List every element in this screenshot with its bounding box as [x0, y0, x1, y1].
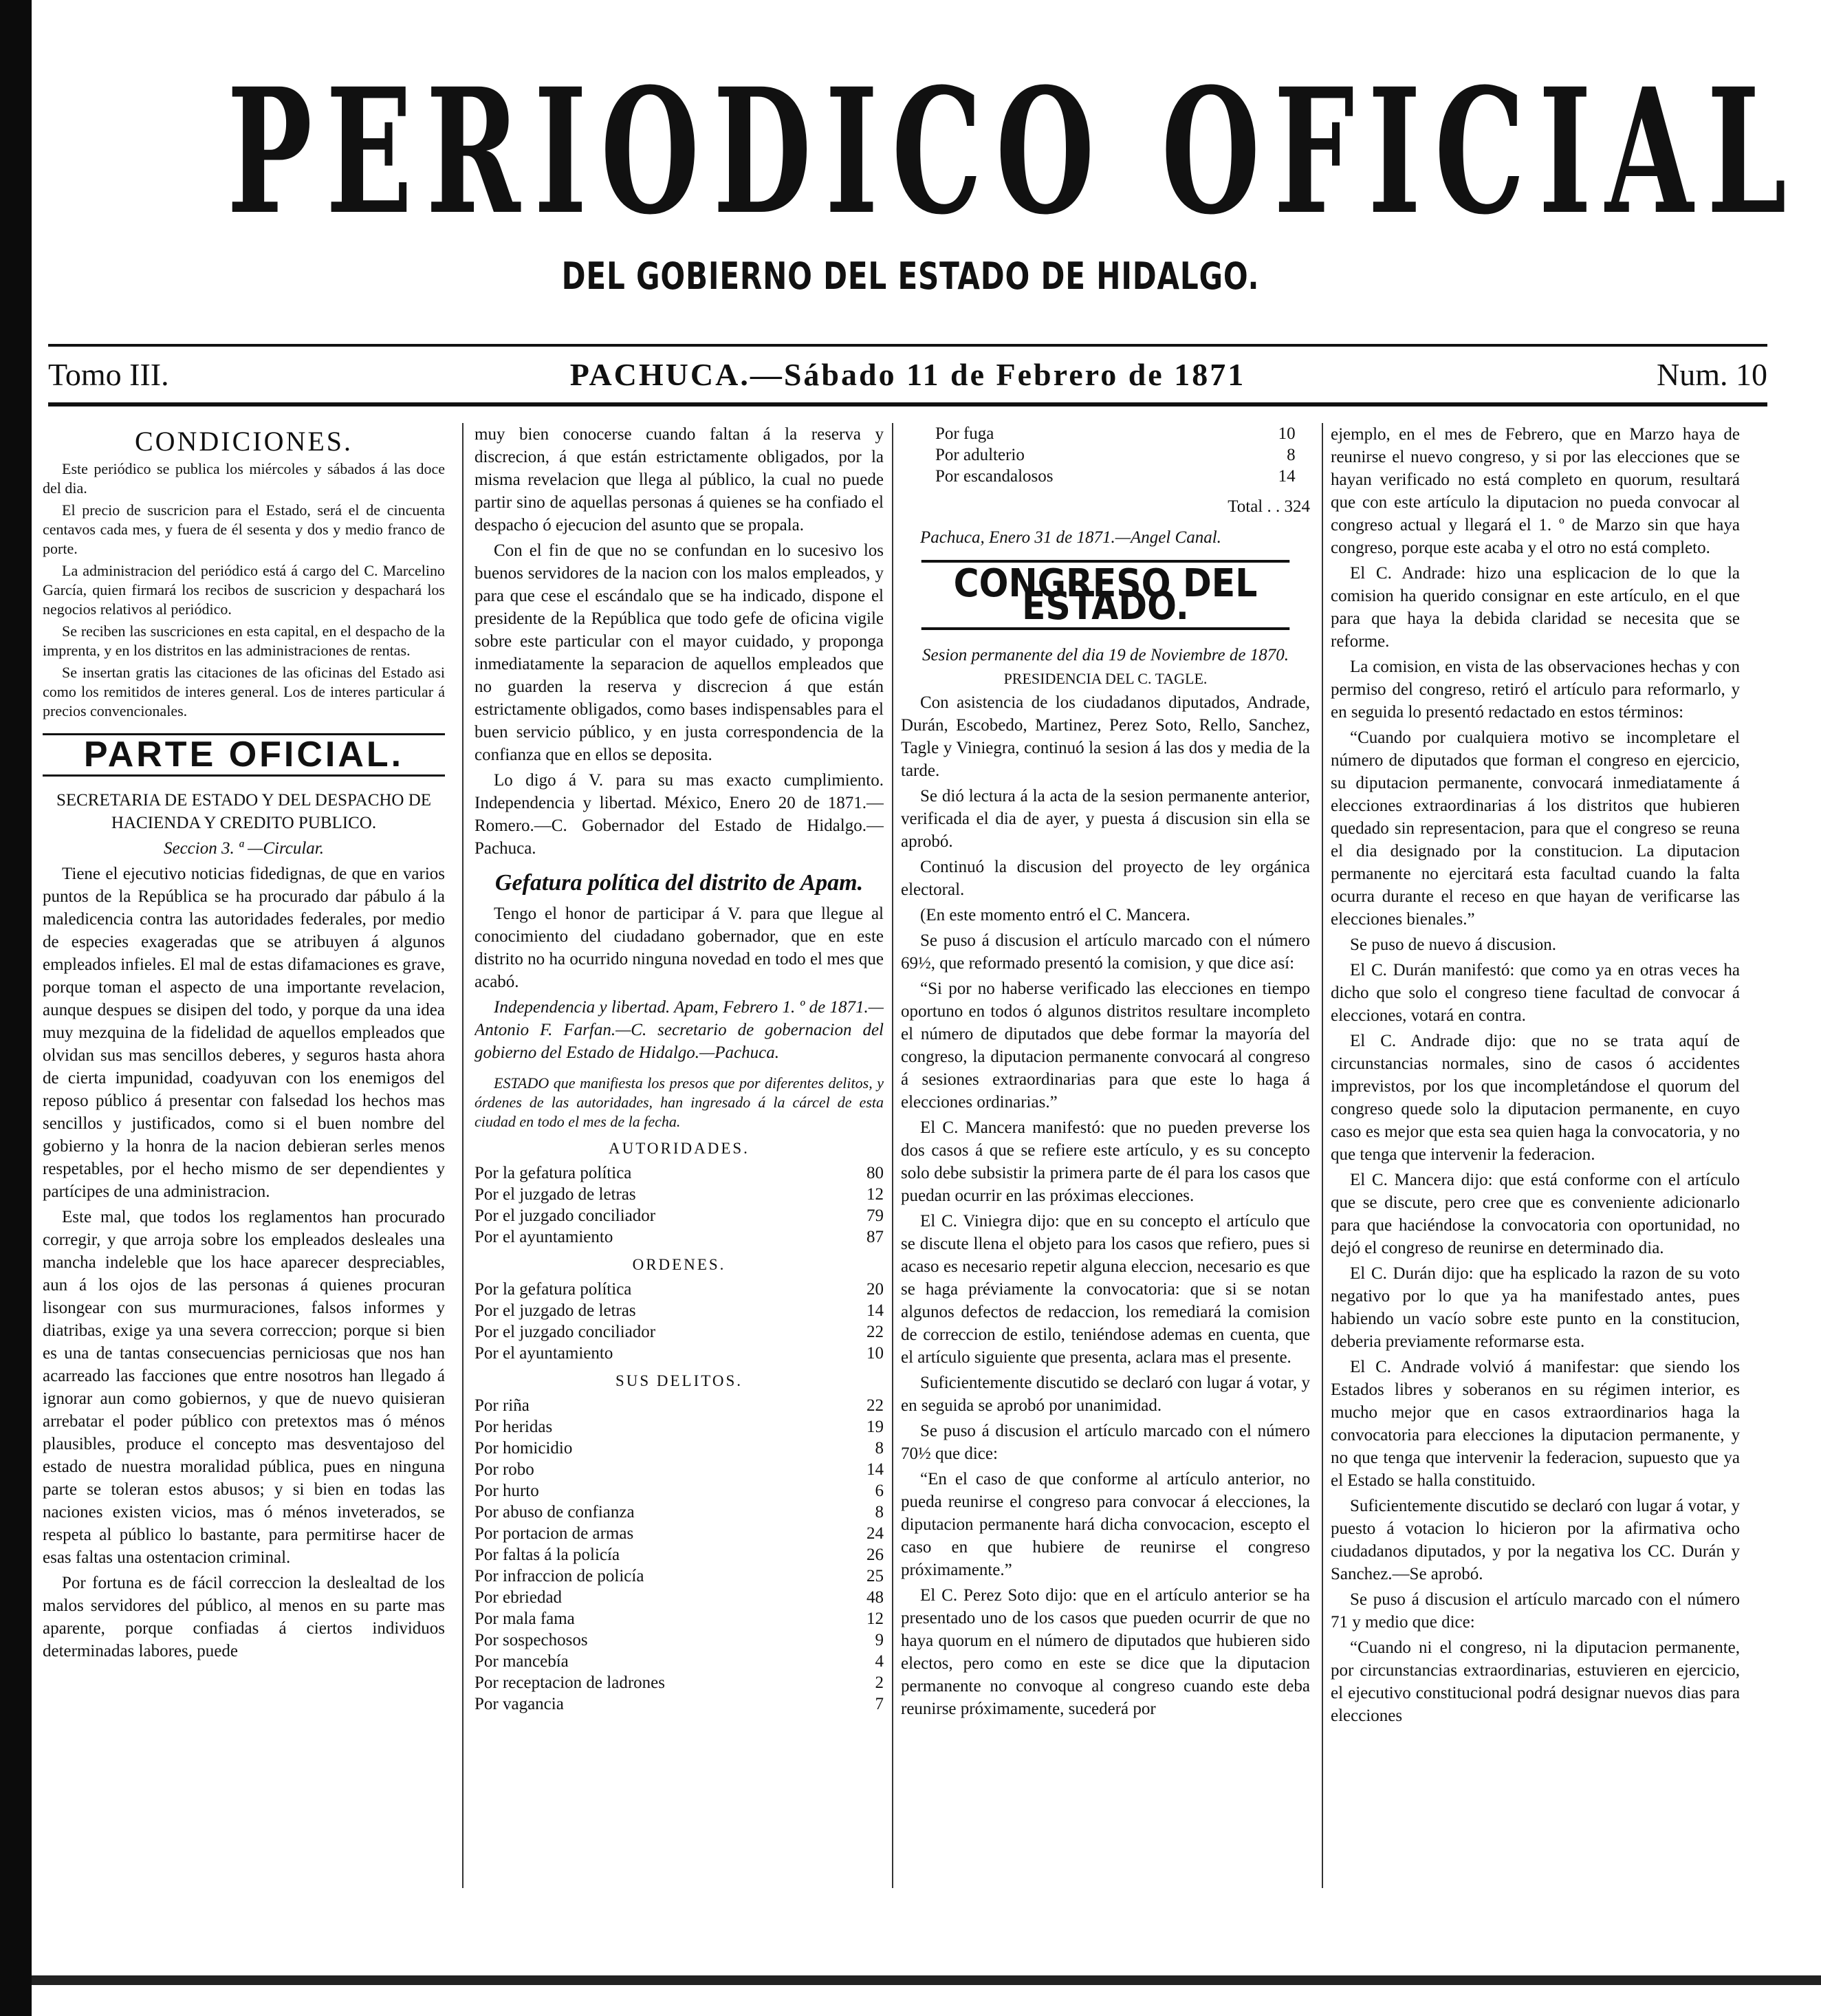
- secretaria-heading: SECRETARIA DE ESTADO Y DEL DESPACHO DE HACIENDA Y CREDITO PUBLICO.: [56, 791, 432, 832]
- autoridades-heading: AUTORIDADES.: [609, 1140, 750, 1157]
- row-label: Por el juzgado de letras: [475, 1301, 636, 1320]
- article-paragraph: Se puso de nuevo á discusion.: [1350, 935, 1556, 954]
- table-row: [475, 1608, 884, 1629]
- row-label: Por el ayuntamiento: [475, 1228, 613, 1246]
- condicion-item: Se insertan gratis las citaciones de las oficinas del Estado asi como los remitidos de interes general. Los de interes particular á precios convencionales.: [43, 664, 445, 719]
- row-label: Por la gefatura política: [475, 1280, 632, 1299]
- row-value: 14: [866, 1460, 884, 1479]
- row-label: Por hurto: [475, 1482, 539, 1500]
- article-paragraph: El C. Andrade volvió á manifestar: que siendo los Estados libres y soberanos en su régimen interior, es mucho mejor que en casos extraordinarios haga la convocatoria para elecciones la diputacion permanente, y no que tenga que intervenir la federacion, supuesto que ya el Estado se halla constituido.: [1331, 1358, 1740, 1490]
- article-paragraph: Este mal, que todos los reglamentos han procurado corregir, y que arroja sobre los empleados desleales una mancha indeleble que los hace aparecer despreciables, aun á los ojos de las personas á quienes procuran lisongear con sus murmuraciones, falsos informes y diatribas, exige ya una severa correccion; porque si bien es una de tantas consecuencias perniciosas que nos han acarreado las facciones que entre nosotros han llegado á ignorar aun como gobiernos, y que de nuevo quisieran arrebatar el poder público con pretextos mas ó ménos plausibles, produce el concepto mas desventajoso del estado de nuestra moralidad pública, pues en ninguna parte se toleran estos abusos; y si bien en todas las naciones existen vicios, mas ó ménos inveterados, se respeta al público lo bastante, para permitirse hacer de esas faltas una ostentacion criminal.: [43, 1208, 445, 1567]
- row-label: Por receptacion de ladrones: [475, 1673, 665, 1692]
- article-paragraph: Con asistencia de los ciudadanos diputados, Andrade, Durán, Escobedo, Martinez, Perez Soto, Rello, Sanchez, Tagle y Viniegra, continuó la sesion á las dos y media de la tarde.: [901, 693, 1310, 780]
- article-paragraph: Se puso á discusion el artículo marcado con el número 69½, que reformado presentó la comision, y que dice así:: [901, 931, 1310, 973]
- article-paragraph: Se puso á discusion el artículo marcado con el número 70½ que dice:: [901, 1422, 1310, 1463]
- article-paragraph: Suficientemente discutido se declaró con lugar á votar, y en seguida se aprobó por unanimidad.: [901, 1374, 1310, 1415]
- dateline: [48, 354, 1767, 395]
- row-label: Por escandalosos: [935, 467, 1054, 486]
- row-value: 22: [866, 1323, 884, 1341]
- bottom-border: [32, 1975, 1821, 1985]
- row-label: Por homicidio: [475, 1439, 573, 1457]
- row-label: Por mala fama: [475, 1609, 575, 1628]
- row-label: Por vagancia: [475, 1695, 564, 1713]
- row-label: Por portacion de armas: [475, 1524, 634, 1543]
- article-paragraph: El C. Durán dijo: que ha esplicado la razon de su voto negativo por lo que ya ha manifestado antes, pues habiendo un vacío sobre este punto en la constitucion, deberia previamente reformarse esta.: [1331, 1264, 1740, 1351]
- article-paragraph: Se dió lectura á la acta de la sesion permanente anterior, verificada el dia de ayer, y puesta á discusion sin ella se aprobó.: [901, 787, 1310, 851]
- row-value: 24: [866, 1524, 884, 1543]
- masthead-subtitle: DEL GOBIERNO DEL ESTADO DE HIDALGO.: [561, 254, 1260, 298]
- article-paragraph: Tengo el honor de participar á V. para que llegue al conocimiento del ciudadano gobernador, que en este distrito no ha ocurrido ninguna novedad en todo el mes que acabó.: [475, 904, 884, 991]
- table-row: [475, 1693, 884, 1715]
- article-paragraph: El C. Andrade dijo: que no se trata aquí de circunstancias normales, sino de casos ó accidentes imprevistos, por los que incompletándose el quorum del congreso quede solo la diputacion permanente, en cuyo caso es mejor que esta sea quien haga la convocatoria, y no que tenga que intervenir la federacion.: [1331, 1032, 1740, 1164]
- table-row: [935, 444, 1296, 466]
- row-value: 8: [875, 1439, 884, 1457]
- table-row: [475, 1438, 884, 1459]
- ordenes-heading: ORDENES.: [632, 1256, 726, 1273]
- article-paragraph: Continuó la discusion del proyecto de ley orgánica electoral.: [901, 858, 1310, 899]
- table-row: [475, 1395, 884, 1416]
- article-paragraph: Lo digo á V. para su mas exacto cumplimiento. Independencia y libertad. México, Enero 20 de 1871.—Romero.—C. Gobernador del Estado de Hidalgo.—Pachuca.: [475, 771, 884, 858]
- table-row: [475, 1523, 884, 1544]
- table-row: [475, 1502, 884, 1523]
- column-4: [1331, 423, 1740, 1895]
- row-value: 22: [866, 1396, 884, 1415]
- table-row: [475, 1162, 884, 1184]
- row-value: 14: [1278, 467, 1296, 486]
- row-label: Por mancebía: [475, 1652, 569, 1671]
- row-value: 80: [866, 1164, 884, 1182]
- article-paragraph: El C. Andrade: hizo una esplicacion de lo que la comision ha querido consignar en este artículo, en el que para que haya la debida claridad se necesita que se reforme.: [1331, 564, 1740, 651]
- row-value: 12: [866, 1185, 884, 1204]
- delitos-table: [475, 1395, 884, 1715]
- column-divider: [462, 423, 464, 1888]
- table-row: [935, 466, 1296, 487]
- ordenes-table: [475, 1279, 884, 1364]
- table-row: [475, 1321, 884, 1343]
- article-paragraph: Se puso á discusion el artículo marcado con el número 71 y medio que dice:: [1331, 1590, 1740, 1632]
- table-row: [475, 1672, 884, 1693]
- table-row: [475, 1226, 884, 1248]
- row-label: Por sospechosos: [475, 1631, 588, 1649]
- row-label: Por abuso de confianza: [475, 1503, 635, 1521]
- table-row: [935, 423, 1296, 444]
- row-value: 48: [866, 1588, 884, 1607]
- parte-oficial-heading: PARTE OFICIAL.: [43, 733, 445, 777]
- table-row: [475, 1544, 884, 1565]
- row-value: 10: [866, 1344, 884, 1363]
- article-paragraph: Con el fin de que no se confundan en lo sucesivo los buenos servidores de la nacion con los malos empleados, y para que cese el escándalo que se ha indicado, dispone el presidente de la República que todo gefe de oficina vigile sobre este particular con el mayor cuidado, y proponga inmediatamente la separacion de aquellos empleados que no guarden la reserva y discrecion á que están estrictamente obligados, como bases indispensables para el buen servicio público, y en justa correspondencia de la confianza que en ellos se deposita.: [475, 541, 884, 764]
- article-paragraph: El C. Viniegra dijo: que en su concepto el artículo que se discute llena el objeto para los casos que refiero, pues si acaso es necesario repetir alguna eleccion, necesario es que se haga préviamente la convocatoria: que si se notan algunos defectos de redaccion, los remediará la comision de correccion de estilo, teniéndose ademas en cuenta, que el artículo siguiente que presenta, aclara mas el presente.: [901, 1212, 1310, 1367]
- row-value: 8: [875, 1503, 884, 1521]
- presidencia-line: PRESIDENCIA DEL C. TAGLE.: [1003, 670, 1208, 687]
- table-row: [475, 1416, 884, 1438]
- row-value: 9: [875, 1631, 884, 1649]
- article-paragraph: Por fortuna es de fácil correccion la deslealtad de los malos servidores del público, al menos en su parte mas aparente, porque confiadas á ciertos individuos determinadas labores, puede: [43, 1574, 445, 1660]
- sesion-line: Sesion permanente del dia 19 de Noviembre de 1870.: [922, 646, 1289, 664]
- row-value: 10: [1278, 424, 1296, 443]
- row-label: Por robo: [475, 1460, 534, 1479]
- column-2: [475, 423, 884, 1895]
- article-paragraph: El C. Mancera manifestó: que no pueden preverse los dos casos á que se refiere este artículo, y es su concepto solo debe subsistir la primera parte de él para los casos que puedan ocurrir en las próximas elecciones.: [901, 1118, 1310, 1205]
- row-label: Por riña: [475, 1396, 530, 1415]
- article-paragraph: “Cuando por cualquiera motivo se incompletare el número de diputados que forman el congreso en ejercicio, su diputacion permanente, convocará inmediatamente á elecciones extraordinarias á los distritos que hubieren quedado sin representacion, para que el congreso se reuna el dia designado por la constitucion. La diputacion permanente no ejercitará esta facultad cuando la falta ocurra durante el receso en que hayan de verificarse las elecciones bienales.”: [1331, 728, 1740, 929]
- column-1: [43, 423, 445, 1895]
- row-value: 87: [866, 1228, 884, 1246]
- article-paragraph: El C. Durán manifestó: que como ya en otras veces ha dicho que solo el congreso tiene facultad de convocar á elecciones, votará en contra.: [1331, 961, 1740, 1025]
- row-label: Por el ayuntamiento: [475, 1344, 613, 1363]
- table-row: [475, 1565, 884, 1587]
- condicion-item: El precio de suscricion para el Estado, será el de cincuenta centavos cada mes, y fuera de él sesenta y dos y medio franco de porte.: [43, 501, 445, 557]
- row-label: Por la gefatura política: [475, 1164, 632, 1182]
- article-paragraph: “Si por no haberse verificado las elecciones en tiempo oportuno en todos ó algunos distritos resultare incompleto el número de diputados que debe formar la mayoría del congreso, la diputacion permanente convocará al congreso á sesiones extraordinarias para que este lo haga á elecciones ordinarias.”: [901, 979, 1310, 1112]
- condicion-item: Se reciben las suscriciones en esta capital, en el despacho de la imprenta, y en los distritos en las administraciones de rentas.: [43, 622, 445, 659]
- row-label: Por adulterio: [935, 446, 1025, 464]
- table-row: [475, 1587, 884, 1608]
- row-value: 25: [866, 1567, 884, 1585]
- row-value: 12: [866, 1609, 884, 1628]
- gefatura-heading: Gefatura política del distrito de Apam.: [494, 870, 864, 896]
- table-row: [475, 1459, 884, 1480]
- left-binding-strip: [0, 0, 32, 2016]
- table-row: [475, 1629, 884, 1651]
- masthead-title: PERIODICO OFICIAL: [227, 50, 1800, 252]
- article-paragraph: Tiene el ejecutivo noticias fidedignas, de que en varios puntos de la República se ha procurado dar pábulo á la maledicencia contra las autoridades federales, por medio de especies exageradas que se atribuyen á algunos empleados infieles. El mal de estas difamaciones es grave, porque toman el aspecto de una importante revelacion, aunque despues se disipen del todo, y porque da una idea muy mezquina de la fidelidad de aquellos empleados que olvidan sus mas sencillos deberes, y seguros hasta ahora de cierta impunidad, coadyuvan con los enemigos del reposo público á presentar con falsedad los hechos mas sencillos y justificados, como si el buen nombre del gobierno y la honra de la nacion debieran serles menos respetables, por el hecho mismo de ser dependientes y partícipes de una administracion.: [43, 865, 445, 1201]
- delitos-heading: SUS DELITOS.: [615, 1372, 743, 1389]
- issue-number: Num. 10: [1657, 357, 1767, 392]
- table-row: [475, 1300, 884, 1321]
- row-value: 79: [866, 1206, 884, 1225]
- row-label: Por fuga: [935, 424, 994, 443]
- condicion-item: La administracion del periódico está á cargo del C. Marcelino García, quien firmará los recibos de suscricion y despachará los negocios relativos al periódico.: [43, 562, 445, 618]
- header-rule-top: [48, 344, 1767, 347]
- condiciones-heading: CONDICIONES.: [134, 426, 353, 457]
- table-row: [475, 1480, 884, 1502]
- header-rule-bottom: [48, 402, 1767, 407]
- article-paragraph: Suficientemente discutido se declaró con lugar á votar, y puesto á votacion lo hicieron por la afirmativa ocho ciudadanos diputados, y por la negativa los CC. Durán y Sanchez.—Se aprobó.: [1331, 1497, 1740, 1583]
- table-row: [475, 1651, 884, 1672]
- article-paragraph: El C. Mancera dijo: que está conforme con el artículo que se discute, pero cree que es conveniente adicionarlo para que haciéndose la convocatoria con oportunidad, no dejó el congreso de reunirse en determinado dia.: [1331, 1171, 1740, 1257]
- condicion-item: Este periódico se publica los miércoles y sábados á las doce del dia.: [43, 460, 445, 497]
- tomo-label: Tomo III.: [48, 357, 169, 392]
- article-paragraph: Independencia y libertad. Apam, Febrero 1. º de 1871.—Antonio F. Farfan.—C. secretario de gobernacion del gobierno del Estado de Hidalgo.—Pachuca.: [475, 998, 884, 1062]
- row-value: 14: [866, 1301, 884, 1320]
- column-3: [901, 423, 1310, 1895]
- article-paragraph: (En este momento entró el C. Mancera.: [920, 906, 1190, 924]
- table-row: [475, 1205, 884, 1226]
- table-row: [475, 1279, 884, 1300]
- row-label: Por el juzgado conciliador: [475, 1206, 656, 1225]
- seccion-label: Seccion 3. ª —Circular.: [163, 839, 325, 858]
- row-value: 8: [1287, 446, 1296, 464]
- table-row: [475, 1184, 884, 1205]
- row-label: Por el juzgado de letras: [475, 1185, 636, 1204]
- article-paragraph: La comision, en vista de las observaciones hechas y con permiso del congreso, retiró el artículo para reformarlo, y en seguida lo presentó redactado en estos términos:: [1331, 658, 1740, 722]
- condiciones-list: [43, 459, 445, 721]
- article-paragraph: “En el caso de que conforme al artículo anterior, no pueda reunirse el congreso para convocar á elecciones, la diputacion permanente hará dicha convocacion, escepto el caso en que hubiere de reunirse el congreso próximamente.”: [901, 1470, 1310, 1579]
- row-value: 19: [866, 1418, 884, 1436]
- article-paragraph: muy bien conocerse cuando faltan á la reserva y discrecion, á que están estrictamente obligados, por la misma revelacion que llega al público, la cual no puede partir sino de aquellas personas á quienes se ha confiado el despacho ó ejecucion del asunto que se propala.: [475, 425, 884, 534]
- column-divider: [1322, 423, 1323, 1888]
- row-value: 26: [866, 1546, 884, 1564]
- article-paragraph: El C. Perez Soto dijo: que en el artículo anterior se ha presentado uno de los casos que pueden ocurrir de que no haya quorum en el número de diputados que hubieren sido electos, pero como en este se dice que la diputacion permanente no convoque al congreso cuando este deba reunirse próximamente, sucederá por: [901, 1586, 1310, 1718]
- column-divider: [892, 423, 893, 1888]
- row-value: 20: [866, 1280, 884, 1299]
- signature-line: Pachuca, Enero 31 de 1871.—Angel Canal.: [920, 528, 1221, 547]
- row-label: Por el juzgado conciliador: [475, 1323, 656, 1341]
- row-value: 4: [875, 1652, 884, 1671]
- row-value: 2: [875, 1673, 884, 1692]
- autoridades-table: [475, 1162, 884, 1248]
- table-row: [475, 1343, 884, 1364]
- place-date: PACHUCA.—Sábado 11 de Febrero de 1871: [569, 357, 1246, 392]
- total-line: Total . . 324: [1228, 497, 1310, 516]
- estado-intro: ESTADO que manifiesta los presos que por diferentes delitos, y órdenes de las autoridades, han ingresado á la cárcel de esta ciudad en todo el mes de la fecha.: [475, 1074, 884, 1130]
- row-label: Por faltas á la policía: [475, 1546, 620, 1564]
- row-value: 6: [875, 1482, 884, 1500]
- delitos-table-continued: [935, 423, 1296, 487]
- article-paragraph: ejemplo, en el mes de Febrero, que en Marzo haya de reunirse el nuevo congreso, y si por las elecciones que se hayan verificado no está completo en quorum, resultará que con este artículo la diputacion no pueda convocar al congreso actual y llegará el 1. º de Marzo sin que haya congreso, porque este acaba y el otro no está completo.: [1331, 425, 1740, 557]
- congreso-heading: CONGRESO DEL ESTADO.: [922, 560, 1290, 630]
- row-label: Por infraccion de policía: [475, 1567, 644, 1585]
- article-paragraph: “Cuando ni el congreso, ni la diputacion permanente, por circunstancias extraordinarias, estuvieren en ejercicio, el ejecutivo constitucional podrá designar nuevos dias para elecciones: [1331, 1638, 1740, 1725]
- row-label: Por ebriedad: [475, 1588, 563, 1607]
- row-label: Por heridas: [475, 1418, 553, 1436]
- row-value: 7: [875, 1695, 884, 1713]
